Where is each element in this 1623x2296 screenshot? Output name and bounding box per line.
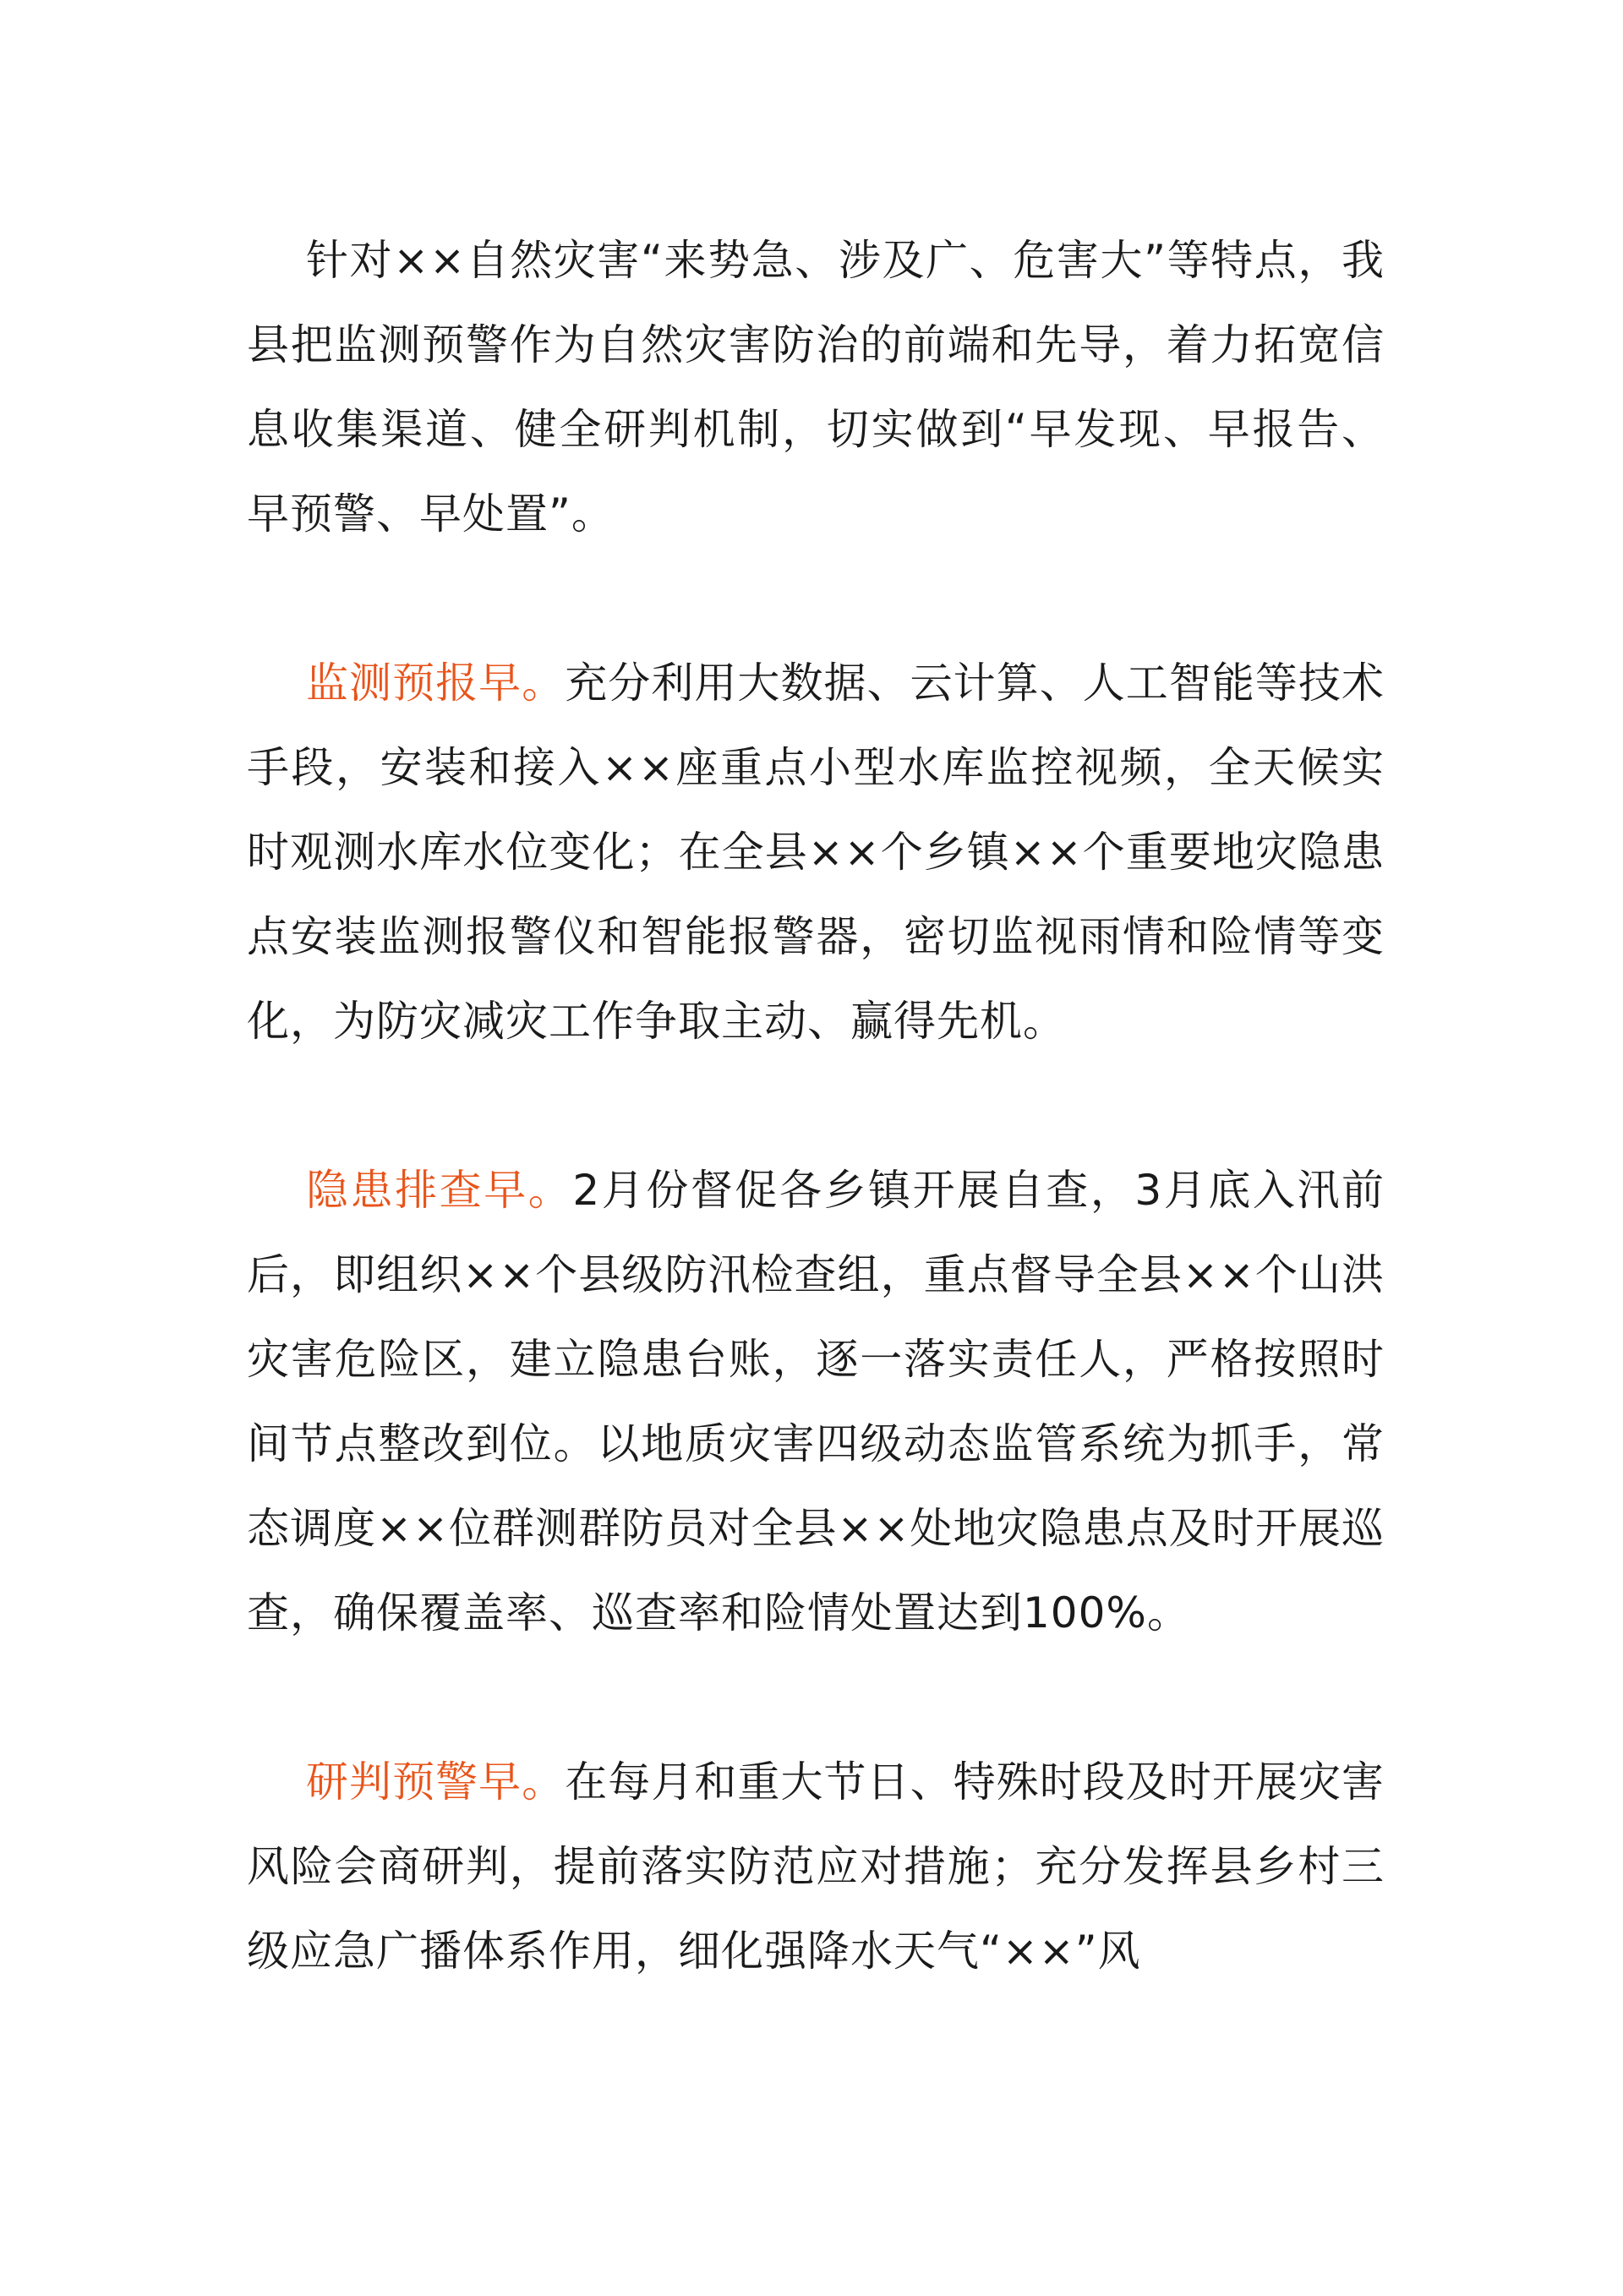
paragraph-heading: 监测预报早。 [306,659,566,708]
paragraph-heading: 隐患排查早。 [306,1166,573,1215]
paragraph-body: 2月份督促各乡镇开展自查，3月底入汛前后，即组织××个县级防汛检查组，重点督导全县××个山洪灾害危险区，建立隐患台账，逐一落实责任人，严格按照时间节点整改到位。以地质灾害四级动态监管系统为抓手，常态调度××位群测群防员对全县××处地灾隐患点及时开展巡查，确保覆盖率、巡查率和险情处置达到100%。 [247,1166,1385,1637]
paragraph-heading: 研判预警早。 [306,1758,566,1807]
paragraph-warning [247,1740,1385,1993]
paragraph-intro [247,218,1385,556]
paragraph-body: 在每月和重大节日、特殊时段及时开展灾害风险会商研判，提前落实防范应对措施；充分发挥县乡村三级应急广播体系作用，细化强降水天气“××”风 [247,1758,1385,1976]
paragraph-hazard-check [247,1148,1385,1655]
paragraph-monitoring [247,641,1385,1063]
paragraph-body: 针对××自然灾害“来势急、涉及广、危害大”等特点，我县把监测预警作为自然灾害防治的前端和先导，着力拓宽信息收集渠道、健全研判机制，切实做到“早发现、早报告、早预警、早处置”。 [247,236,1385,538]
paragraph-body: 充分利用大数据、云计算、人工智能等技术手段，安装和接入××座重点小型水库监控视频，全天候实时观测水库水位变化；在全县××个乡镇××个重要地灾隐患点安装监测报警仪和智能报警器，密切监视雨情和险情等变化，为防灾减灾工作争取主动、赢得先机。 [247,659,1385,1046]
